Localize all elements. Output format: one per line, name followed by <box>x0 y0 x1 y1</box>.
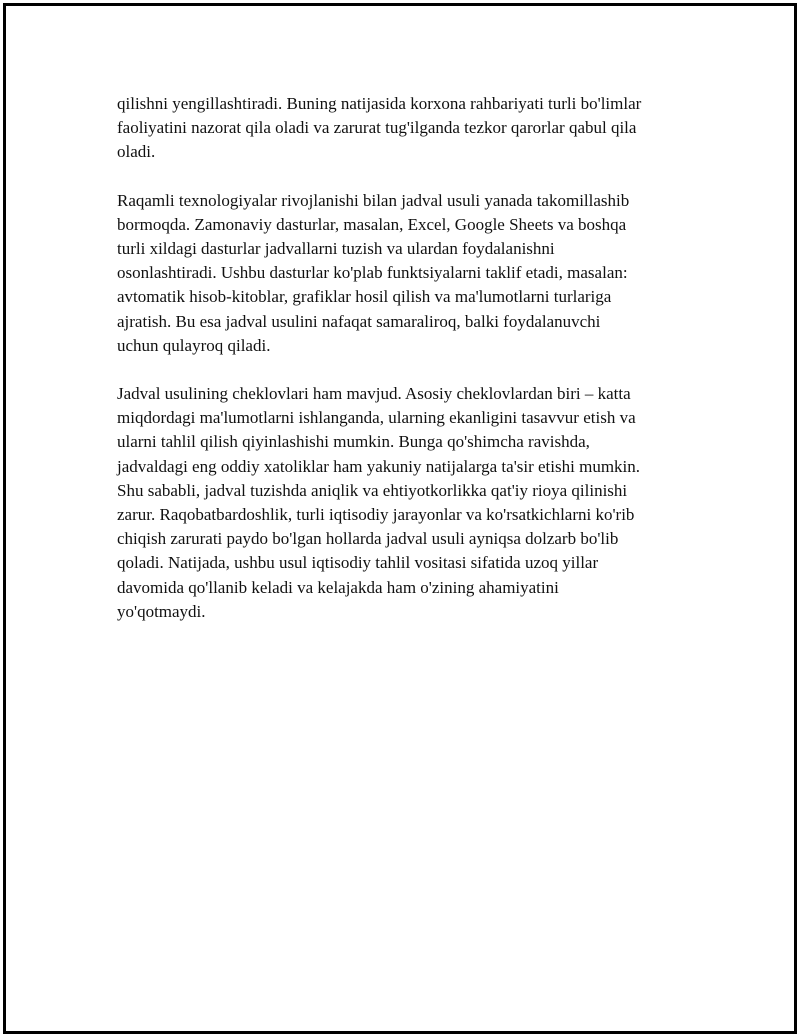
paragraph-line: miqdordagi ma'lumotlarni ishlanganda, ularning ekanligini tasavvur etish va <box>117 408 636 428</box>
paragraph-line: ajratish. Bu esa jadval usulini nafaqat samaraliroq, balki foydalanuvchi <box>117 311 601 331</box>
paragraph-1 <box>117 92 697 165</box>
paragraph-line: ularni tahlil qilish qiyinlashishi mumkin. Bunga qo'shimcha ravishda, <box>117 432 590 452</box>
paragraph-3 <box>117 382 697 624</box>
paragraph-line: turli xildagi dasturlar jadvallarni tuzish va ulardan foydalanishni <box>117 239 555 259</box>
paragraph-line: oladi. <box>117 142 156 162</box>
paragraph-line: zarur. Raqobatbardoshlik, turli iqtisodiy jarayonlar va ko'rsatkichlarni ko'rib <box>117 505 635 525</box>
paragraph-2 <box>117 189 697 358</box>
paragraph-line: Jadval usulining cheklovlari ham mavjud. Asosiy cheklovlardan biri – katta <box>117 384 631 404</box>
page-content <box>117 92 697 648</box>
paragraph-line: davomida qo'llanib keladi va kelajakda ham o'zining ahamiyatini <box>117 577 559 597</box>
paragraph-line: avtomatik hisob-kitoblar, grafiklar hosil qilish va ma'lumotlarni turlariga <box>117 287 612 307</box>
paragraph-line: chiqish zarurati paydo bo'lgan hollarda jadval usuli ayniqsa dolzarb bo'lib <box>117 529 619 549</box>
paragraph-line: bormoqda. Zamonaviy dasturlar, masalan, Excel, Google Sheets va boshqa <box>117 214 627 234</box>
paragraph-line: Shu sababli, jadval tuzishda aniqlik va ehtiyotkorlikka qat'iy rioya qilinishi <box>117 480 628 500</box>
paragraph-line: jadvaldagi eng oddiy xatoliklar ham yakuniy natijalarga ta'sir etishi mumkin. <box>117 456 641 476</box>
paragraph-line: osonlashtiradi. Ushbu dasturlar ko'plab funktsiyalarni taklif etadi, masalan: <box>117 263 628 283</box>
paragraph-line: qilishni yengillashtiradi. Buning natijasida korxona rahbariyati turli bo'limlar <box>117 94 642 113</box>
paragraph-line: yo'qotmaydi. <box>117 601 206 621</box>
paragraph-line: faoliyatini nazorat qila oladi va zarurat tug'ilganda tezkor qarorlar qabul qila <box>117 118 637 138</box>
paragraph-line: uchun qulayroq qiladi. <box>117 335 271 355</box>
paragraph-line: qoladi. Natijada, ushbu usul iqtisodiy tahlil vositasi sifatida uzoq yillar <box>117 553 599 573</box>
paragraph-line: Raqamli texnologiyalar rivojlanishi bilan jadval usuli yanada takomillashib <box>117 190 630 210</box>
